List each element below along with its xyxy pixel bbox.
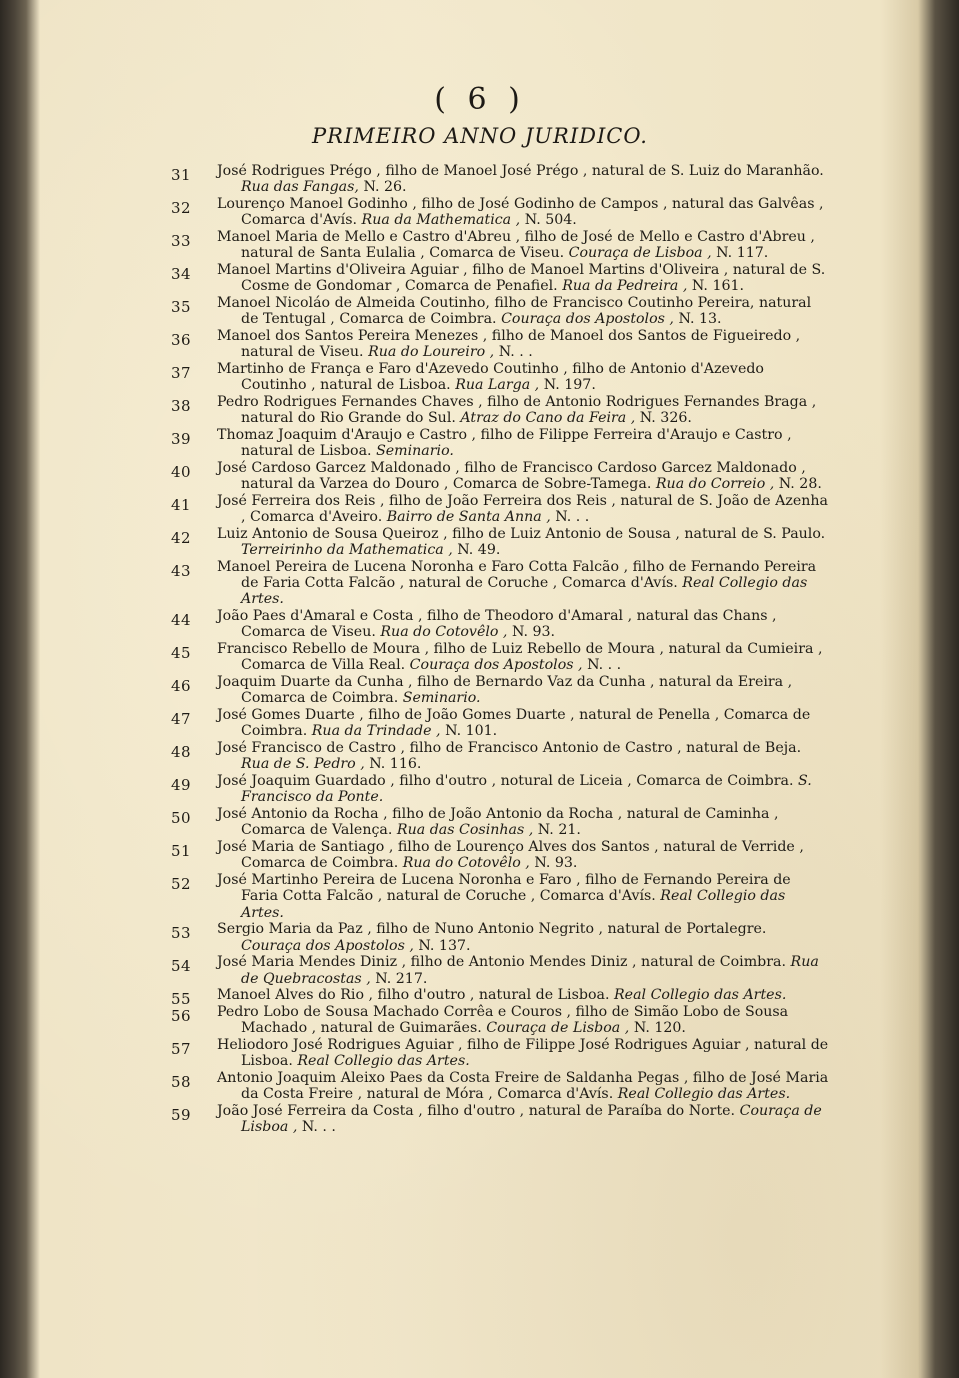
entry-number: 38 xyxy=(171,397,192,415)
entry-address: Couraça dos Apostolos , xyxy=(501,311,674,328)
entry-text xyxy=(217,526,830,558)
entry-number: 44 xyxy=(171,611,192,630)
entry-description: João Paes d'Amaral e Costa , filho de Theodoro d'Amaral , natural das Chans , Comarca de Viseu. xyxy=(217,608,777,641)
entry-address: Terreirinho da Mathematica , xyxy=(241,542,453,559)
entry-text xyxy=(217,163,830,195)
entry-house-number: N. 13. xyxy=(678,311,722,328)
entry-number: 40 xyxy=(171,463,192,481)
entry-address: Couraça dos Apostolos , xyxy=(241,937,414,954)
entry-address: Couraça de Lisboa , xyxy=(486,1020,630,1037)
student-entry xyxy=(40,526,920,558)
entry-description: Martinho de França e Faro d'Azevedo Coutinho , filho de Antonio d'Azevedo Coutinho , natural de Lisboa. xyxy=(217,361,764,394)
entry-description: Sergio Maria da Paz , filho de Nuno Antonio Negrito , natural de Portalegre. xyxy=(217,921,767,938)
student-entry xyxy=(40,1037,920,1069)
entry-number: 52 xyxy=(171,875,192,894)
entry-text xyxy=(217,196,830,228)
entry-description: Pedro Lobo de Sousa Machado Corrêa e Couros , filho de Simão Lobo de Sousa Machado , natural de Guimarães. xyxy=(217,1004,789,1037)
entry-number: 34 xyxy=(171,265,192,283)
student-entry xyxy=(40,427,920,459)
entry-number: 42 xyxy=(171,529,192,547)
student-entry xyxy=(40,1103,920,1135)
entry-text xyxy=(217,954,830,986)
entry-address: S. Francisco da Ponte. xyxy=(241,773,812,806)
page-number: ( 6 ) xyxy=(434,82,526,117)
entry-number: 39 xyxy=(171,430,192,448)
entry-address: Real Collegio das Artes. xyxy=(613,987,787,1004)
entry-text xyxy=(217,1070,830,1102)
entry-text xyxy=(217,1103,830,1135)
student-entry xyxy=(40,559,920,608)
student-entry xyxy=(40,295,920,327)
entry-description: Heliodoro José Rodrigues Aguiar , filho de Filippe José Rodrigues Aguiar , natural de Lisboa. xyxy=(217,1037,829,1070)
entry-number: 47 xyxy=(171,710,192,729)
entry-text xyxy=(217,493,830,525)
entry-house-number: N. . . xyxy=(555,509,590,526)
entry-text xyxy=(217,641,830,673)
entry-number: 49 xyxy=(171,776,192,795)
student-entry xyxy=(40,608,920,640)
entry-house-number: N. 117. xyxy=(716,245,769,262)
entry-address: Rua de Quebracostas , xyxy=(241,954,819,987)
entry-address: Couraça de Lisboa , xyxy=(568,245,712,262)
entry-address: Rua do Loureiro , xyxy=(368,344,495,361)
entry-house-number: N. 504. xyxy=(524,212,577,229)
entry-description: José Joaquim Guardado , filho d'outro , notural de Liceia , Comarca de Coimbra. xyxy=(217,773,794,790)
student-entry xyxy=(40,361,920,393)
entry-address: Seminario. xyxy=(402,690,481,707)
student-entry xyxy=(40,740,920,772)
entry-text xyxy=(217,839,830,871)
entry-number: 57 xyxy=(171,1040,192,1059)
entry-house-number: N. 326. xyxy=(639,410,692,427)
entry-text xyxy=(217,707,830,739)
running-title: PRIMEIRO ANNO JURIDICO. xyxy=(312,124,648,148)
entry-number: 53 xyxy=(171,924,192,943)
entry-number: 31 xyxy=(171,166,192,184)
entry-address: Rua da Mathematica , xyxy=(361,212,521,229)
entry-house-number: N. . . xyxy=(498,344,533,361)
entry-text xyxy=(217,1037,830,1069)
student-entry xyxy=(40,493,920,525)
entry-number: 37 xyxy=(171,364,192,382)
entry-house-number: N. . . xyxy=(587,657,622,674)
entry-text xyxy=(217,773,830,805)
entry-description: José Antonio da Rocha , filho de João Antonio da Rocha , natural de Caminha , Comarca de Valença. xyxy=(217,806,779,839)
entry-house-number: N. 161. xyxy=(691,278,745,295)
entry-text xyxy=(217,806,830,838)
entry-description: José Maria Mendes Diniz , filho de Antonio Mendes Diniz , natural de Coimbra. xyxy=(217,954,786,971)
entry-address: Rua Larga , xyxy=(455,377,540,394)
entry-number: 58 xyxy=(171,1073,192,1092)
entry-house-number: N. 26. xyxy=(363,179,407,196)
entry-number: 41 xyxy=(171,496,192,514)
entry-address: Couraça de Lisboa , xyxy=(241,1103,822,1136)
entry-address: Rua do Cotovêlo , xyxy=(380,624,508,641)
student-entry xyxy=(40,839,920,871)
entry-text xyxy=(217,921,830,953)
entry-address: Real Collegio das Artes. xyxy=(297,1053,470,1070)
entry-text xyxy=(217,262,830,294)
student-entry xyxy=(40,1070,920,1102)
entry-text xyxy=(217,295,830,327)
entry-description: José Martinho Pereira de Lucena Noronha e Faro , filho de Fernando Pereira de Faria Cotta Falcão , natural de Coruche , Comarca d'Avís. xyxy=(217,872,791,905)
student-entry xyxy=(40,707,920,739)
entry-house-number: N. 49. xyxy=(457,542,501,559)
entry-address: Rua do Cotovêlo , xyxy=(402,855,530,872)
entry-text xyxy=(217,361,830,393)
entry-address: Rua do Correio , xyxy=(655,476,775,493)
entry-house-number: N. 93. xyxy=(534,855,578,872)
entry-description: Thomaz Joaquim d'Araujo e Castro , filho de Filippe Ferreira d'Araujo e Castro , natural de Lisboa. xyxy=(217,427,792,460)
entry-house-number: N. 28. xyxy=(778,476,822,493)
student-entry xyxy=(40,328,920,360)
entry-description: Manoel Pereira de Lucena Noronha e Faro Cotta Falcão , filho de Fernando Pereira de Faria Cotta Falcão , natural de Coruche , Comarca d'Avís. xyxy=(217,559,817,592)
entry-text xyxy=(217,740,830,772)
entry-number: 59 xyxy=(171,1106,192,1125)
entry-description: Francisco Rebello de Moura , filho de Luiz Rebello de Moura , natural da Cumieira , Comarca de Villa Real. xyxy=(217,641,823,674)
entry-address: Bairro de Santa Anna , xyxy=(386,509,551,526)
entry-number: 32 xyxy=(171,199,192,217)
entry-address: Real Collegio das Artes. xyxy=(617,1086,791,1103)
entry-house-number: N. 197. xyxy=(543,377,596,394)
student-entry xyxy=(40,163,920,195)
entry-description: Manoel Maria de Mello e Castro d'Abreu , filho de José de Mello e Castro d'Abreu , natural de Santa Eulalia , Comarca de Viseu. xyxy=(217,229,815,262)
entry-address: Rua das Cosinhas , xyxy=(396,822,534,839)
student-entry xyxy=(40,674,920,706)
entry-number: 50 xyxy=(171,809,192,828)
entry-text xyxy=(217,559,830,608)
entry-house-number: N. 101. xyxy=(445,723,498,740)
entry-text xyxy=(217,427,830,459)
entry-description: José Rodrigues Prégo , filho de Manoel José Prégo , natural de S. Luiz do Maranhão. xyxy=(217,163,824,179)
student-entry xyxy=(40,987,920,1009)
entry-description: José Francisco de Castro , filho de Francisco Antonio de Castro , natural de Beja. xyxy=(217,740,802,757)
entry-description: Manoel Martins d'Oliveira Aguiar , filho de Manoel Martins d'Oliveira , natural de S. Cosme de Gondomar , Comarca de Penafiel. xyxy=(217,262,826,295)
student-entry xyxy=(40,921,920,953)
entry-description: Manoel Alves do Rio , filho d'outro , natural de Lisboa. xyxy=(217,987,610,1004)
entry-house-number: N. . . xyxy=(301,1119,336,1136)
student-entry xyxy=(40,394,920,426)
entry-house-number: N. 137. xyxy=(418,937,471,954)
entry-address: Rua da Trindade , xyxy=(311,723,441,740)
entry-text xyxy=(217,328,830,360)
entry-address: Real Collegio das Artes. xyxy=(241,888,786,921)
entry-number: 48 xyxy=(171,743,192,762)
entry-house-number: N. 93. xyxy=(511,624,556,641)
entry-text xyxy=(217,987,830,1003)
entry-address: Seminario. xyxy=(376,443,454,460)
entry-text xyxy=(217,674,830,706)
student-entry xyxy=(40,806,920,838)
entry-text xyxy=(217,872,830,921)
entry-house-number: N. 21. xyxy=(537,822,581,839)
student-entry xyxy=(40,872,920,921)
entry-description: Antonio Joaquim Aleixo Paes da Costa Freire de Saldanha Pegas , filho de José Maria da Costa Freire , natural de Móra , Comarca d'Avís. xyxy=(217,1070,829,1103)
entry-address: Rua das Fangas, xyxy=(241,179,359,196)
entry-number: 35 xyxy=(171,298,192,316)
entry-number: 45 xyxy=(171,644,192,663)
entry-description: Luiz Antonio de Sousa Queiroz , filho de Luiz Antonio de Sousa , natural de S. Paulo. xyxy=(217,526,826,542)
entry-address: Couraça dos Apostolos , xyxy=(409,657,583,674)
student-entry xyxy=(40,954,920,986)
student-entry xyxy=(40,641,920,673)
entry-description: José Maria de Santiago , filho de Lourenço Alves dos Santos , natural de Verride , Comarca de Coimbra. xyxy=(217,839,804,872)
entry-number: 56 xyxy=(171,1007,192,1026)
student-entry xyxy=(40,1004,920,1036)
entry-description: Manoel dos Santos Pereira Menezes , filho de Manoel dos Santos de Figueiredo , natural de Viseu. xyxy=(217,328,801,361)
student-entry-list xyxy=(40,163,920,1136)
entry-number: 33 xyxy=(171,232,192,250)
entry-number: 46 xyxy=(171,677,192,696)
student-entry xyxy=(40,773,920,805)
entry-text xyxy=(217,394,830,426)
entry-text xyxy=(217,229,830,261)
entry-description: Manoel Nicoláo de Almeida Coutinho, filho de Francisco Coutinho Pereira, natural de Tentugal , Comarca de Coimbra. xyxy=(217,295,812,328)
entry-description: José Gomes Duarte , filho de João Gomes Duarte , natural de Penella , Comarca de Coimbra. xyxy=(217,707,811,740)
entry-description: João José Ferreira da Costa , filho d'outro , natural de Paraíba do Norte. xyxy=(217,1103,736,1120)
entry-house-number: N. 116. xyxy=(369,756,422,773)
student-entry xyxy=(40,229,920,261)
entry-number: 55 xyxy=(171,990,192,1009)
entry-address: Atraz do Cano da Feira , xyxy=(460,410,636,427)
entry-number: 36 xyxy=(171,331,192,349)
entry-text xyxy=(217,608,830,640)
entry-house-number: N. 217. xyxy=(375,970,428,987)
entry-address: Rua de S. Pedro , xyxy=(241,756,365,773)
entry-address: Rua da Pedreira , xyxy=(562,278,688,295)
entry-number: 51 xyxy=(171,842,192,861)
entry-description: José Cardoso Garcez Maldonado , filho de Francisco Cardoso Garcez Maldonado , natural da Varzea do Douro , Comarca de Sobre-Tamega. xyxy=(217,460,806,493)
entry-description: José Ferreira dos Reis , filho de João Ferreira dos Reis , natural de S. João de Azenha , Comarca d'Aveiro. xyxy=(217,493,828,526)
entry-description: Pedro Rodrigues Fernandes Chaves , filho de Antonio Rodrigues Fernandes Braga , natural do Rio Grande do Sul. xyxy=(217,394,817,427)
student-entry xyxy=(40,460,920,492)
entry-description: Joaquim Duarte da Cunha , filho de Bernardo Vaz da Cunha , natural da Ereira , Comarca de Coimbra. xyxy=(217,674,793,707)
student-entry xyxy=(40,196,920,228)
student-entry xyxy=(40,262,920,294)
entry-number: 54 xyxy=(171,957,192,976)
entry-text xyxy=(217,460,830,492)
entry-number: 43 xyxy=(171,562,192,580)
entry-house-number: N. 120. xyxy=(633,1020,686,1037)
entry-text xyxy=(217,1004,830,1036)
document-page xyxy=(40,0,920,1378)
entry-address: Real Collegio das Artes. xyxy=(241,575,808,608)
entry-description: Lourenço Manoel Godinho , filho de José Godinho de Campos , natural das Galvêas , Comarca d'Avís. xyxy=(217,196,824,229)
